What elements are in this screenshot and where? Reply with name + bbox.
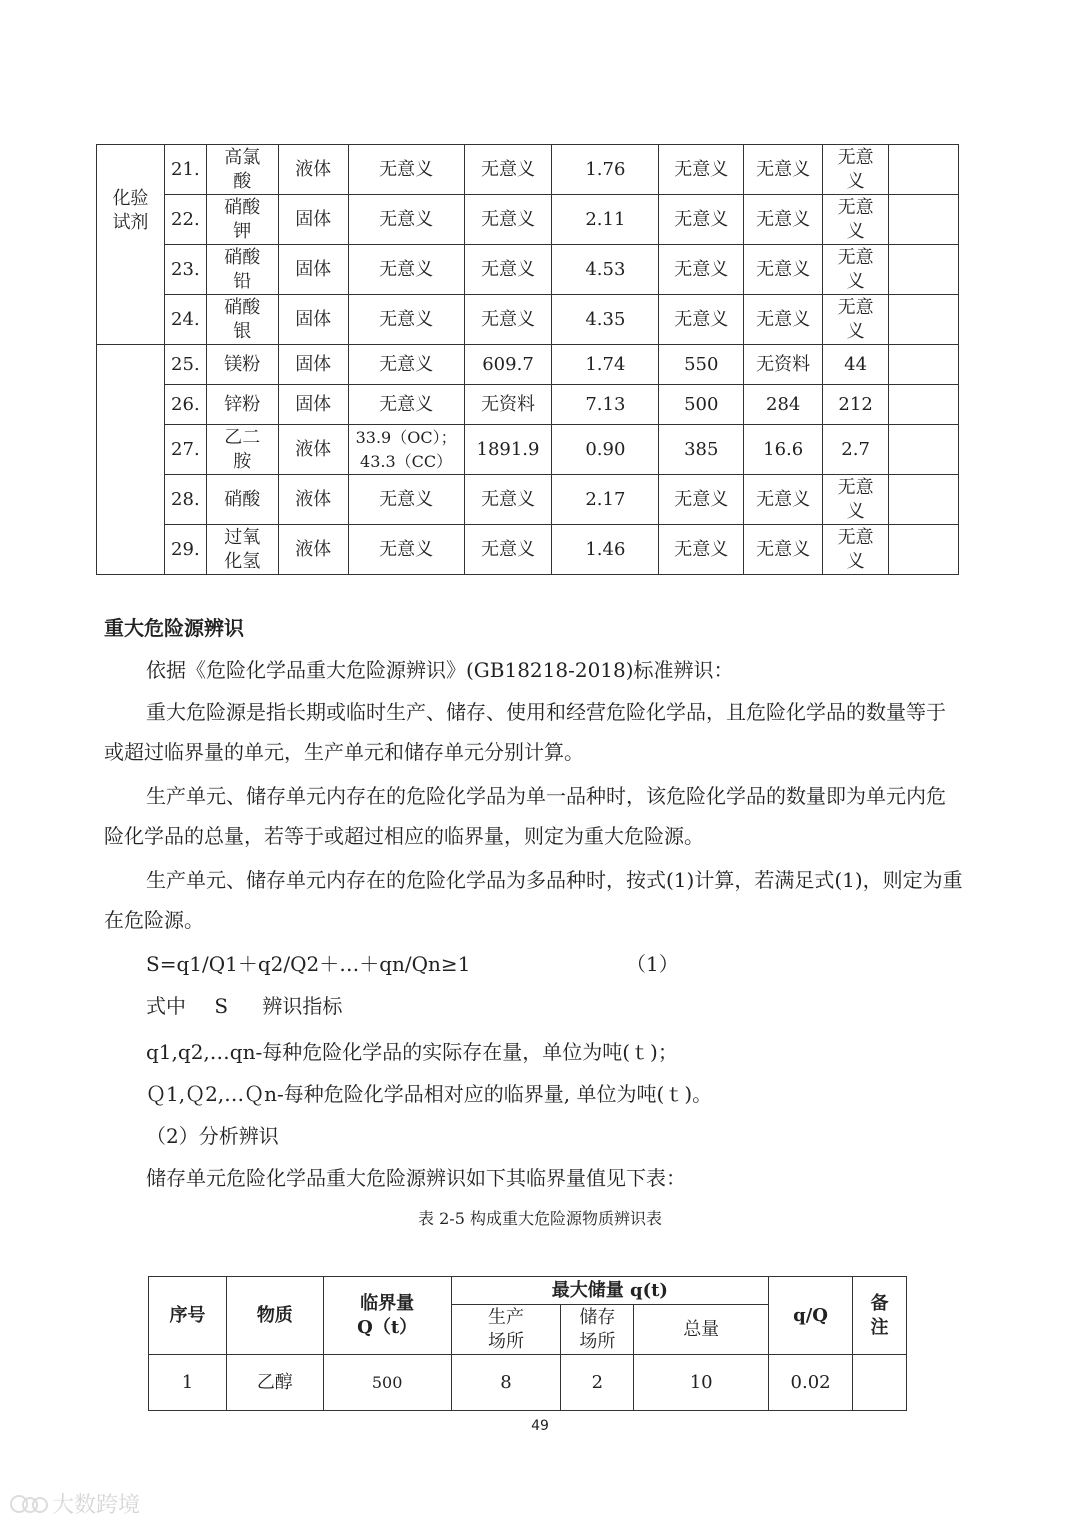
- table-row: [97, 145, 959, 195]
- cell-no: 27.: [164, 425, 206, 475]
- cell-state: 液体: [278, 425, 348, 475]
- cell-c1: 33.9（OC）； 43.3（CC）: [348, 425, 464, 475]
- cell-c3: 2.17: [552, 475, 659, 525]
- cell-c4: 550: [659, 345, 744, 385]
- paragraph-definition: 重大危险源是指长期或临时生产、储存、使用和经营危险化学品，且危险化学品的数量等于或超过临界量的单元，生产单元和储存单元分别计算。: [104, 700, 946, 764]
- category-cell-continued: [97, 345, 165, 575]
- cell-state: 固体: [278, 295, 348, 345]
- cell-c1: 无意义: [348, 245, 464, 295]
- cell-c4: 无意义: [659, 525, 744, 575]
- paragraph-single-substance: 生产单元、储存单元内存在的危险化学品为单一品种时，该危险化学品的数量即为单元内危险化学品的总量，若等于或超过相应的临界量，则定为重大危险源。: [104, 784, 946, 848]
- cell-state: 液体: [278, 525, 348, 575]
- formula-number: （1）: [626, 952, 679, 976]
- category-cell: 化验 试剂: [97, 145, 165, 345]
- cell-c1: 无意义: [348, 145, 464, 195]
- cell-c2: 无意义: [464, 245, 552, 295]
- major-hazard-table: [148, 1276, 907, 1411]
- cell-c1: 无意义: [348, 525, 464, 575]
- cell-no: 22.: [164, 195, 206, 245]
- cell-no: 1: [149, 1355, 227, 1411]
- cell-c4: 385: [659, 425, 744, 475]
- paragraph-standard: 依据《危险化学品重大危险源辨识》(GB18218-2018)标准辨识：: [146, 658, 734, 682]
- cell-c3: 4.35: [552, 295, 659, 345]
- cell-no: 25.: [164, 345, 206, 385]
- cell-c7: [889, 525, 959, 575]
- where-line: [146, 986, 1006, 1026]
- where-label: 式中: [146, 994, 186, 1018]
- cell-c6: 无意 义: [823, 195, 889, 245]
- paragraph-analysis: 储存单元危险化学品重大危险源辨识如下其临界量值见下表：: [146, 1166, 686, 1190]
- cell-c3: 7.13: [552, 385, 659, 425]
- cell-state: 固体: [278, 245, 348, 295]
- cell-name: 高氯 酸: [206, 145, 278, 195]
- cell-c3: 1.74: [552, 345, 659, 385]
- cell-c1: 无意义: [348, 345, 464, 385]
- cell-c2: 无意义: [464, 295, 552, 345]
- page-number: 49: [531, 1418, 549, 1434]
- cell-ratio: 0.02: [769, 1355, 853, 1411]
- cell-c6: 212: [823, 385, 889, 425]
- formula: S=q1/Q1＋q2/Q2＋…＋qn/Qn≥1: [146, 952, 471, 976]
- cell-threshold: 500: [323, 1355, 451, 1411]
- table-row: [97, 425, 959, 475]
- cell-c3: 2.11: [552, 195, 659, 245]
- formula-line: [146, 944, 846, 984]
- cell-no: 21.: [164, 145, 206, 195]
- cell-substance: 乙醇: [226, 1355, 323, 1411]
- cell-name: 硝酸 铅: [206, 245, 278, 295]
- cell-c1: 无意义: [348, 295, 464, 345]
- cell-storage: 2: [561, 1355, 634, 1411]
- header-no: 序号: [149, 1277, 227, 1355]
- cell-c7: [889, 145, 959, 195]
- cell-c6: 2.7: [823, 425, 889, 475]
- cell-c6: 无意 义: [823, 245, 889, 295]
- cell-c6: 无意 义: [823, 295, 889, 345]
- subsection-heading: （2）分析辨识: [146, 1124, 279, 1148]
- cell-c7: [889, 295, 959, 345]
- watermark-text: 大数跨境: [52, 1493, 141, 1518]
- cell-c2: 无意义: [464, 525, 552, 575]
- table-row: [149, 1355, 907, 1411]
- table-row: [97, 195, 959, 245]
- header-storage: 储存 场所: [561, 1305, 634, 1355]
- cell-c4: 无意义: [659, 145, 744, 195]
- table-row: [97, 475, 959, 525]
- cell-c5: 无意义: [744, 525, 823, 575]
- cell-c4: 无意义: [659, 295, 744, 345]
- cell-c5: 无意义: [744, 295, 823, 345]
- table-caption: 表 2-5 构成重大危险源物质辨识表: [418, 1209, 662, 1228]
- cell-c6: 44: [823, 345, 889, 385]
- cell-state: 固体: [278, 345, 348, 385]
- cell-c7: [889, 345, 959, 385]
- cell-c6: 无意 义: [823, 145, 889, 195]
- cell-c3: 0.90: [552, 425, 659, 475]
- header-production: 生产 场所: [451, 1305, 561, 1355]
- cell-state: 固体: [278, 195, 348, 245]
- cell-name: 硝酸 银: [206, 295, 278, 345]
- cell-name: 镁粉: [206, 345, 278, 385]
- cell-c5: 284: [744, 385, 823, 425]
- cell-state: 液体: [278, 475, 348, 525]
- cell-c1: 无意义: [348, 195, 464, 245]
- cell-c6: 无意 义: [823, 525, 889, 575]
- cell-c5: 无意义: [744, 475, 823, 525]
- cell-c5: 无意义: [744, 195, 823, 245]
- cell-production: 8: [451, 1355, 561, 1411]
- cell-name: 锌粉: [206, 385, 278, 425]
- cell-no: 26.: [164, 385, 206, 425]
- cell-c7: [889, 425, 959, 475]
- table-row: [97, 345, 959, 385]
- cell-c2: 无资料: [464, 385, 552, 425]
- cell-c5: 无资料: [744, 345, 823, 385]
- watermark-logo-icon: [8, 1491, 48, 1517]
- cell-c1: 无意义: [348, 475, 464, 525]
- cell-c1: 无意义: [348, 385, 464, 425]
- cell-c4: 无意义: [659, 245, 744, 295]
- cell-c2: 609.7: [464, 345, 552, 385]
- cell-c5: 无意义: [744, 245, 823, 295]
- cell-name: 过氧 化氢: [206, 525, 278, 575]
- cell-c2: 1891.9: [464, 425, 552, 475]
- cell-no: 29.: [164, 525, 206, 575]
- section-heading: 重大危险源辨识: [104, 616, 244, 640]
- table-row: [97, 525, 959, 575]
- header-substance: 物质: [226, 1277, 323, 1355]
- cell-c5: 无意义: [744, 145, 823, 195]
- cell-name: 硝酸: [206, 475, 278, 525]
- Q-definition: Ｑ1,Ｑ2,…Ｑn-每种危险化学品相对应的临界量, 单位为吨(ｔ)。: [146, 1082, 713, 1106]
- header-total: 总量: [634, 1305, 769, 1355]
- header-threshold: 临界量 Q（t）: [323, 1277, 451, 1355]
- paragraph-multi-substance: 生产单元、储存单元内存在的危险化学品为多品种时，按式(1)计算，若满足式(1)，则定为重在危险源。: [104, 868, 963, 932]
- cell-c4: 无意义: [659, 195, 744, 245]
- cell-c7: [889, 245, 959, 295]
- header-note: 备 注: [853, 1277, 907, 1355]
- where-description: 辨识指标: [262, 994, 343, 1018]
- table-row: [97, 385, 959, 425]
- cell-c7: [889, 475, 959, 525]
- chemical-properties-table: [96, 144, 959, 575]
- cell-total: 10: [634, 1355, 769, 1411]
- cell-c3: 1.76: [552, 145, 659, 195]
- where-symbol: S: [214, 994, 229, 1018]
- header-max-storage: 最大储量 q(t): [451, 1277, 769, 1305]
- cell-c3: 1.46: [552, 525, 659, 575]
- cell-c2: 无意义: [464, 145, 552, 195]
- q-definition: q1,q2,…qn-每种危险化学品的实际存在量，单位为吨(ｔ)；: [146, 1040, 678, 1064]
- cell-name: 乙二 胺: [206, 425, 278, 475]
- header-ratio: q/Q: [769, 1277, 853, 1355]
- cell-c5: 16.6: [744, 425, 823, 475]
- table-row: [97, 245, 959, 295]
- cell-name: 硝酸 钾: [206, 195, 278, 245]
- cell-no: 28.: [164, 475, 206, 525]
- cell-state: 液体: [278, 145, 348, 195]
- watermark: [8, 1488, 140, 1519]
- cell-c2: 无意义: [464, 475, 552, 525]
- cell-no: 24.: [164, 295, 206, 345]
- cell-c4: 500: [659, 385, 744, 425]
- cell-c4: 无意义: [659, 475, 744, 525]
- cell-c6: 无意 义: [823, 475, 889, 525]
- cell-c7: [889, 195, 959, 245]
- cell-c7: [889, 385, 959, 425]
- cell-note: [853, 1355, 907, 1411]
- cell-no: 23.: [164, 245, 206, 295]
- cell-state: 固体: [278, 385, 348, 425]
- table-row: [97, 295, 959, 345]
- cell-c3: 4.53: [552, 245, 659, 295]
- cell-c2: 无意义: [464, 195, 552, 245]
